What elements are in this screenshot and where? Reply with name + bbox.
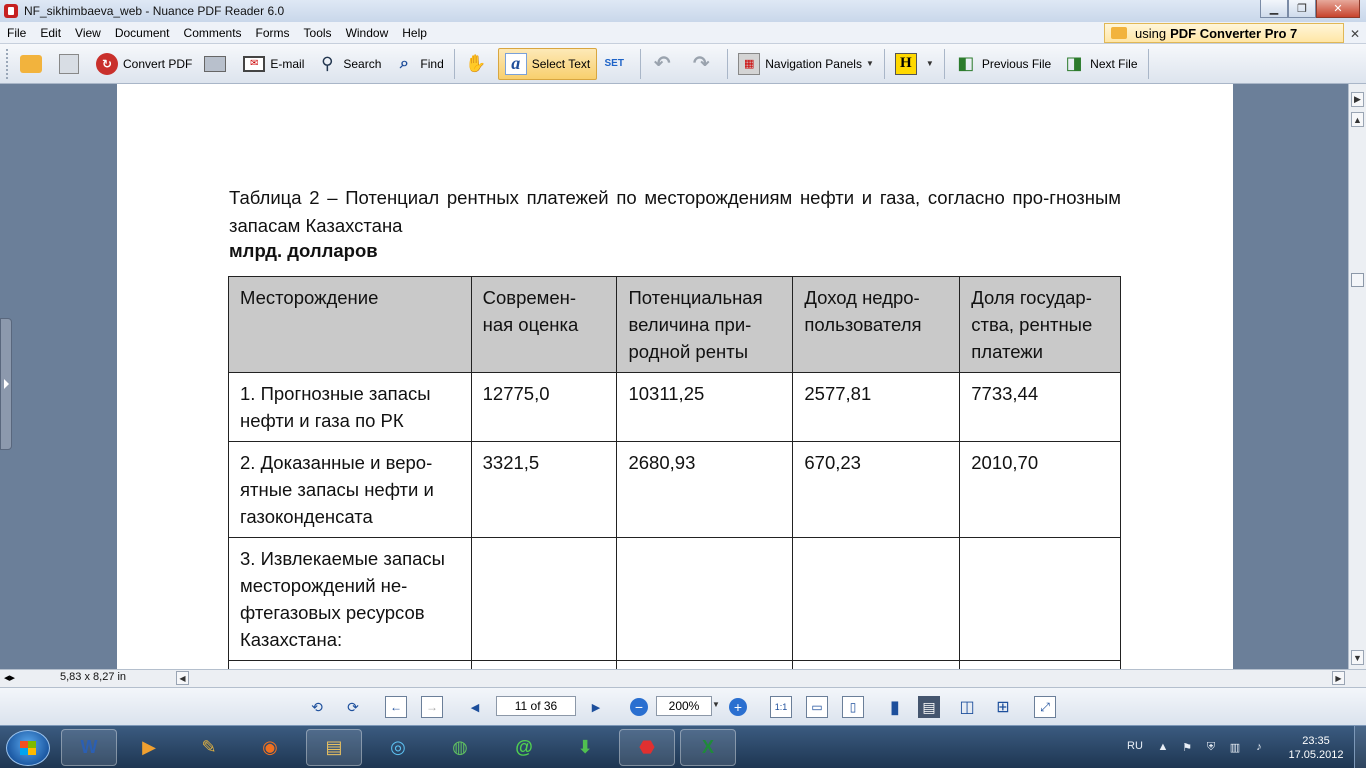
table-caption: Таблица 2 – Потенциал рентных платежей по месторождениям нефти и газа, согласно про-гнозным запасам Казахстана	[229, 187, 1121, 236]
highlight-button[interactable]	[889, 48, 940, 80]
menu-comments[interactable]: Comments	[183, 25, 242, 40]
printer-icon	[204, 56, 226, 72]
convert-pdf-icon: ↻	[96, 53, 118, 75]
network-icon[interactable]: ▥	[1229, 741, 1241, 754]
title-bar	[0, 0, 1366, 22]
facing-pages-icon[interactable]: ◫	[959, 699, 975, 716]
toolbar-separator	[640, 49, 641, 79]
redo-icon: ↷	[692, 53, 710, 75]
table-cell	[960, 661, 1121, 670]
table-cell: 12775,0	[471, 373, 617, 442]
table-cell: 3321,5	[471, 442, 617, 538]
clock-date: 17.05.2012	[1288, 749, 1344, 761]
open-button[interactable]	[14, 48, 53, 80]
banner-prefix: using	[1135, 25, 1167, 41]
media-player-taskbar-icon[interactable]: ▶	[142, 737, 156, 757]
table-cell	[617, 538, 793, 661]
language-indicator[interactable]: RU	[1127, 740, 1143, 752]
find-label: Find	[420, 56, 444, 71]
window-title: NF_sikhimbaeva_web - Nuance PDF Reader 6.0	[24, 4, 285, 18]
windows-taskbar	[0, 725, 1366, 768]
clock-time: 23:35	[1302, 735, 1330, 747]
document-close-icon[interactable]: ✕	[1350, 27, 1361, 41]
header-cell: Современ-ная оценка	[471, 277, 617, 373]
select-text-label: Select Text	[531, 56, 591, 71]
volume-icon[interactable]: ♪	[1256, 741, 1262, 753]
table-cell: 7733,44	[960, 373, 1121, 442]
menu-file[interactable]: File	[7, 25, 27, 40]
main-toolbar	[0, 44, 1366, 84]
scroll-right-arrow-icon[interactable]: ▶	[1351, 92, 1364, 107]
previous-file-button[interactable]	[949, 48, 1057, 80]
set-icon: SET	[604, 58, 624, 69]
pdf-reader-taskbar-icon[interactable]: ⬣	[619, 729, 675, 766]
page-number-input[interactable]: 11 of 36	[496, 696, 576, 716]
table-row	[229, 538, 1121, 661]
navigation-panels-button[interactable]	[732, 48, 880, 80]
table-row	[229, 373, 1121, 442]
menu-window[interactable]: Window	[345, 25, 389, 40]
system-clock[interactable]	[1286, 734, 1346, 762]
header-cell: Доход недро-пользователя	[793, 277, 960, 373]
table-cell: 2680,93	[617, 442, 793, 538]
scroll-right-arrow-icon[interactable]: ▶	[1332, 671, 1345, 685]
security-icon[interactable]: ⛨	[1206, 740, 1216, 753]
table-header-row	[229, 277, 1121, 373]
undo-icon: ↶	[653, 53, 671, 75]
tray-expand-icon[interactable]: ▲	[1157, 741, 1169, 753]
browser-taskbar-icon[interactable]: ◎	[390, 737, 406, 757]
data-table	[228, 276, 1121, 669]
next-file-label: Next File	[1090, 56, 1138, 71]
hand-tool-button[interactable]	[459, 48, 498, 80]
table-cell: 2010,70	[960, 442, 1121, 538]
show-desktop-button[interactable]	[1354, 726, 1366, 768]
full-screen-icon[interactable]: ⤢	[1034, 696, 1056, 718]
header-cell: Потенциальная величина при-родной ренты	[617, 277, 793, 373]
table-cell	[793, 661, 960, 670]
table-cell	[471, 538, 617, 661]
side-panel-toggle[interactable]	[0, 318, 12, 450]
menu-edit[interactable]: Edit	[40, 25, 62, 40]
continuous-facing-icon[interactable]: ⊞	[996, 699, 1010, 716]
chevron-down-icon: ▼	[865, 59, 874, 68]
converter-promo-banner[interactable]	[1104, 23, 1344, 43]
table-cell: 3. Извлекаемые запасы месторождений не-фтегазовых ресурсов Казахстана:	[229, 538, 472, 661]
explorer-taskbar-icon[interactable]: ▤	[306, 729, 362, 766]
single-page-icon[interactable]: ▮	[890, 696, 900, 717]
table-cell	[229, 661, 472, 670]
next-page-icon[interactable]: ▶	[591, 701, 601, 714]
vertical-scroll-thumb[interactable]	[1351, 273, 1364, 287]
go-forward-icon[interactable]: →	[421, 696, 443, 718]
rotate-counterclockwise-icon[interactable]: ⟲	[311, 698, 323, 715]
highlight-icon: H	[895, 53, 917, 75]
set-button[interactable]	[597, 48, 636, 80]
fit-page-icon[interactable]: ▯	[842, 696, 864, 718]
save-icon	[59, 54, 79, 74]
table-cell: 670,23	[793, 442, 960, 538]
rotate-clockwise-icon[interactable]: ⟳	[347, 698, 359, 715]
next-file-icon: ◨	[1065, 53, 1083, 73]
table-cell: 10311,25	[617, 373, 793, 442]
mail-agent-taskbar-icon[interactable]: @	[515, 737, 533, 757]
toolbar-separator	[454, 49, 455, 79]
email-icon: ✉	[243, 56, 265, 72]
actual-size-icon[interactable]: 1:1	[770, 696, 792, 718]
save-button[interactable]	[53, 48, 90, 80]
toolbar-separator	[884, 49, 885, 79]
word-taskbar-icon[interactable]: W	[61, 729, 117, 766]
window-controls	[1260, 0, 1360, 18]
hand-icon: ✋	[465, 53, 487, 73]
page-size-readout: 5,83 x 8,27 in	[60, 671, 127, 683]
toolbar-separator	[1148, 49, 1149, 79]
table-cell	[960, 538, 1121, 661]
menu-document[interactable]: Document	[114, 25, 170, 40]
chevron-down-icon[interactable]: ▼	[712, 700, 720, 709]
table-units: млрд. долларов	[229, 240, 378, 261]
scroll-left-arrow-icon[interactable]: ◀	[176, 671, 189, 685]
folder-icon	[1111, 27, 1127, 39]
excel-taskbar-icon[interactable]: X	[680, 729, 736, 766]
zoom-in-icon[interactable]: +	[729, 698, 747, 716]
start-button[interactable]	[6, 730, 50, 766]
table-cell	[793, 538, 960, 661]
scroll-up-arrow-icon[interactable]: ▲	[1351, 112, 1364, 127]
table-row	[229, 661, 1121, 670]
table-cell: 2577,81	[793, 373, 960, 442]
undo-button[interactable]	[645, 48, 684, 80]
close-button[interactable]: ✕	[1316, 0, 1360, 18]
table-cell: 1. Прогнозные запасы нефти и газа по РК	[229, 373, 472, 442]
table-cell: 2. Доказанные и веро-ятные запасы нефти и газоконденсата	[229, 442, 472, 538]
split-handle-icon[interactable]: ◂▸	[4, 672, 16, 684]
previous-file-label: Previous File	[981, 56, 1052, 71]
scroll-down-arrow-icon[interactable]: ▼	[1351, 650, 1364, 665]
table-row	[229, 442, 1121, 538]
toolbar-separator	[944, 49, 945, 79]
open-folder-icon	[20, 55, 42, 73]
chevron-down-icon: ▼	[925, 59, 934, 68]
redo-button[interactable]	[684, 48, 723, 80]
zoom-level-input[interactable]: 200%	[656, 696, 712, 716]
go-back-icon[interactable]: ←	[385, 696, 407, 718]
zoom-out-icon[interactable]: −	[630, 698, 648, 716]
firefox-taskbar-icon[interactable]: ◉	[262, 737, 278, 757]
previous-text-line	[230, 84, 427, 85]
minimize-button[interactable]: ▁	[1260, 0, 1288, 18]
menu-help[interactable]: Help	[402, 25, 427, 40]
paint-taskbar-icon[interactable]: ✎	[201, 737, 217, 757]
table-cell	[617, 661, 793, 670]
menu-view[interactable]: View	[75, 25, 101, 40]
menu-tools[interactable]: Tools	[303, 25, 332, 40]
banner-product: PDF Converter Pro 7	[1170, 25, 1298, 41]
toolbar-separator	[727, 49, 728, 79]
header-cell: Месторождение	[229, 277, 472, 373]
navigation-panels-label: Navigation Panels	[765, 56, 862, 71]
flag-icon[interactable]: ⚑	[1182, 741, 1192, 754]
find-icon: ⌕	[399, 54, 409, 72]
search-button[interactable]	[310, 48, 387, 80]
next-file-button[interactable]	[1057, 48, 1143, 80]
vertical-scrollbar[interactable]	[1348, 84, 1366, 669]
continuous-page-icon[interactable]: ▤	[918, 696, 940, 718]
fit-width-icon[interactable]: ▭	[806, 696, 828, 718]
select-text-icon: a	[505, 53, 527, 75]
binoculars-icon: ⚲	[321, 53, 334, 73]
toolbar-grip	[6, 49, 10, 79]
search-label: Search	[343, 56, 382, 71]
select-text-button[interactable]	[498, 48, 597, 80]
download-taskbar-icon[interactable]: ⬇	[577, 737, 593, 757]
table-cell	[471, 661, 617, 670]
navigation-panels-icon: ▦	[738, 53, 760, 75]
convert-pdf-label: Convert PDF	[123, 56, 193, 71]
email-label: E-mail	[270, 56, 305, 71]
print-button[interactable]	[198, 48, 237, 80]
header-cell: Доля государ-ства, рентные платежи	[960, 277, 1121, 373]
chrome-taskbar-icon[interactable]: ◍	[452, 737, 468, 757]
email-button[interactable]	[237, 48, 310, 80]
document-viewport[interactable]	[12, 84, 1348, 669]
app-icon	[4, 4, 18, 18]
convert-pdf-button[interactable]	[90, 48, 198, 80]
pdf-page	[117, 84, 1233, 669]
previous-file-icon: ◧	[957, 53, 975, 73]
menu-forms[interactable]: Forms	[255, 25, 290, 40]
previous-page-icon[interactable]: ◀	[470, 701, 480, 714]
maximize-button[interactable]: ❐	[1288, 0, 1316, 18]
find-button[interactable]	[387, 48, 449, 80]
status-bar	[0, 669, 1366, 687]
